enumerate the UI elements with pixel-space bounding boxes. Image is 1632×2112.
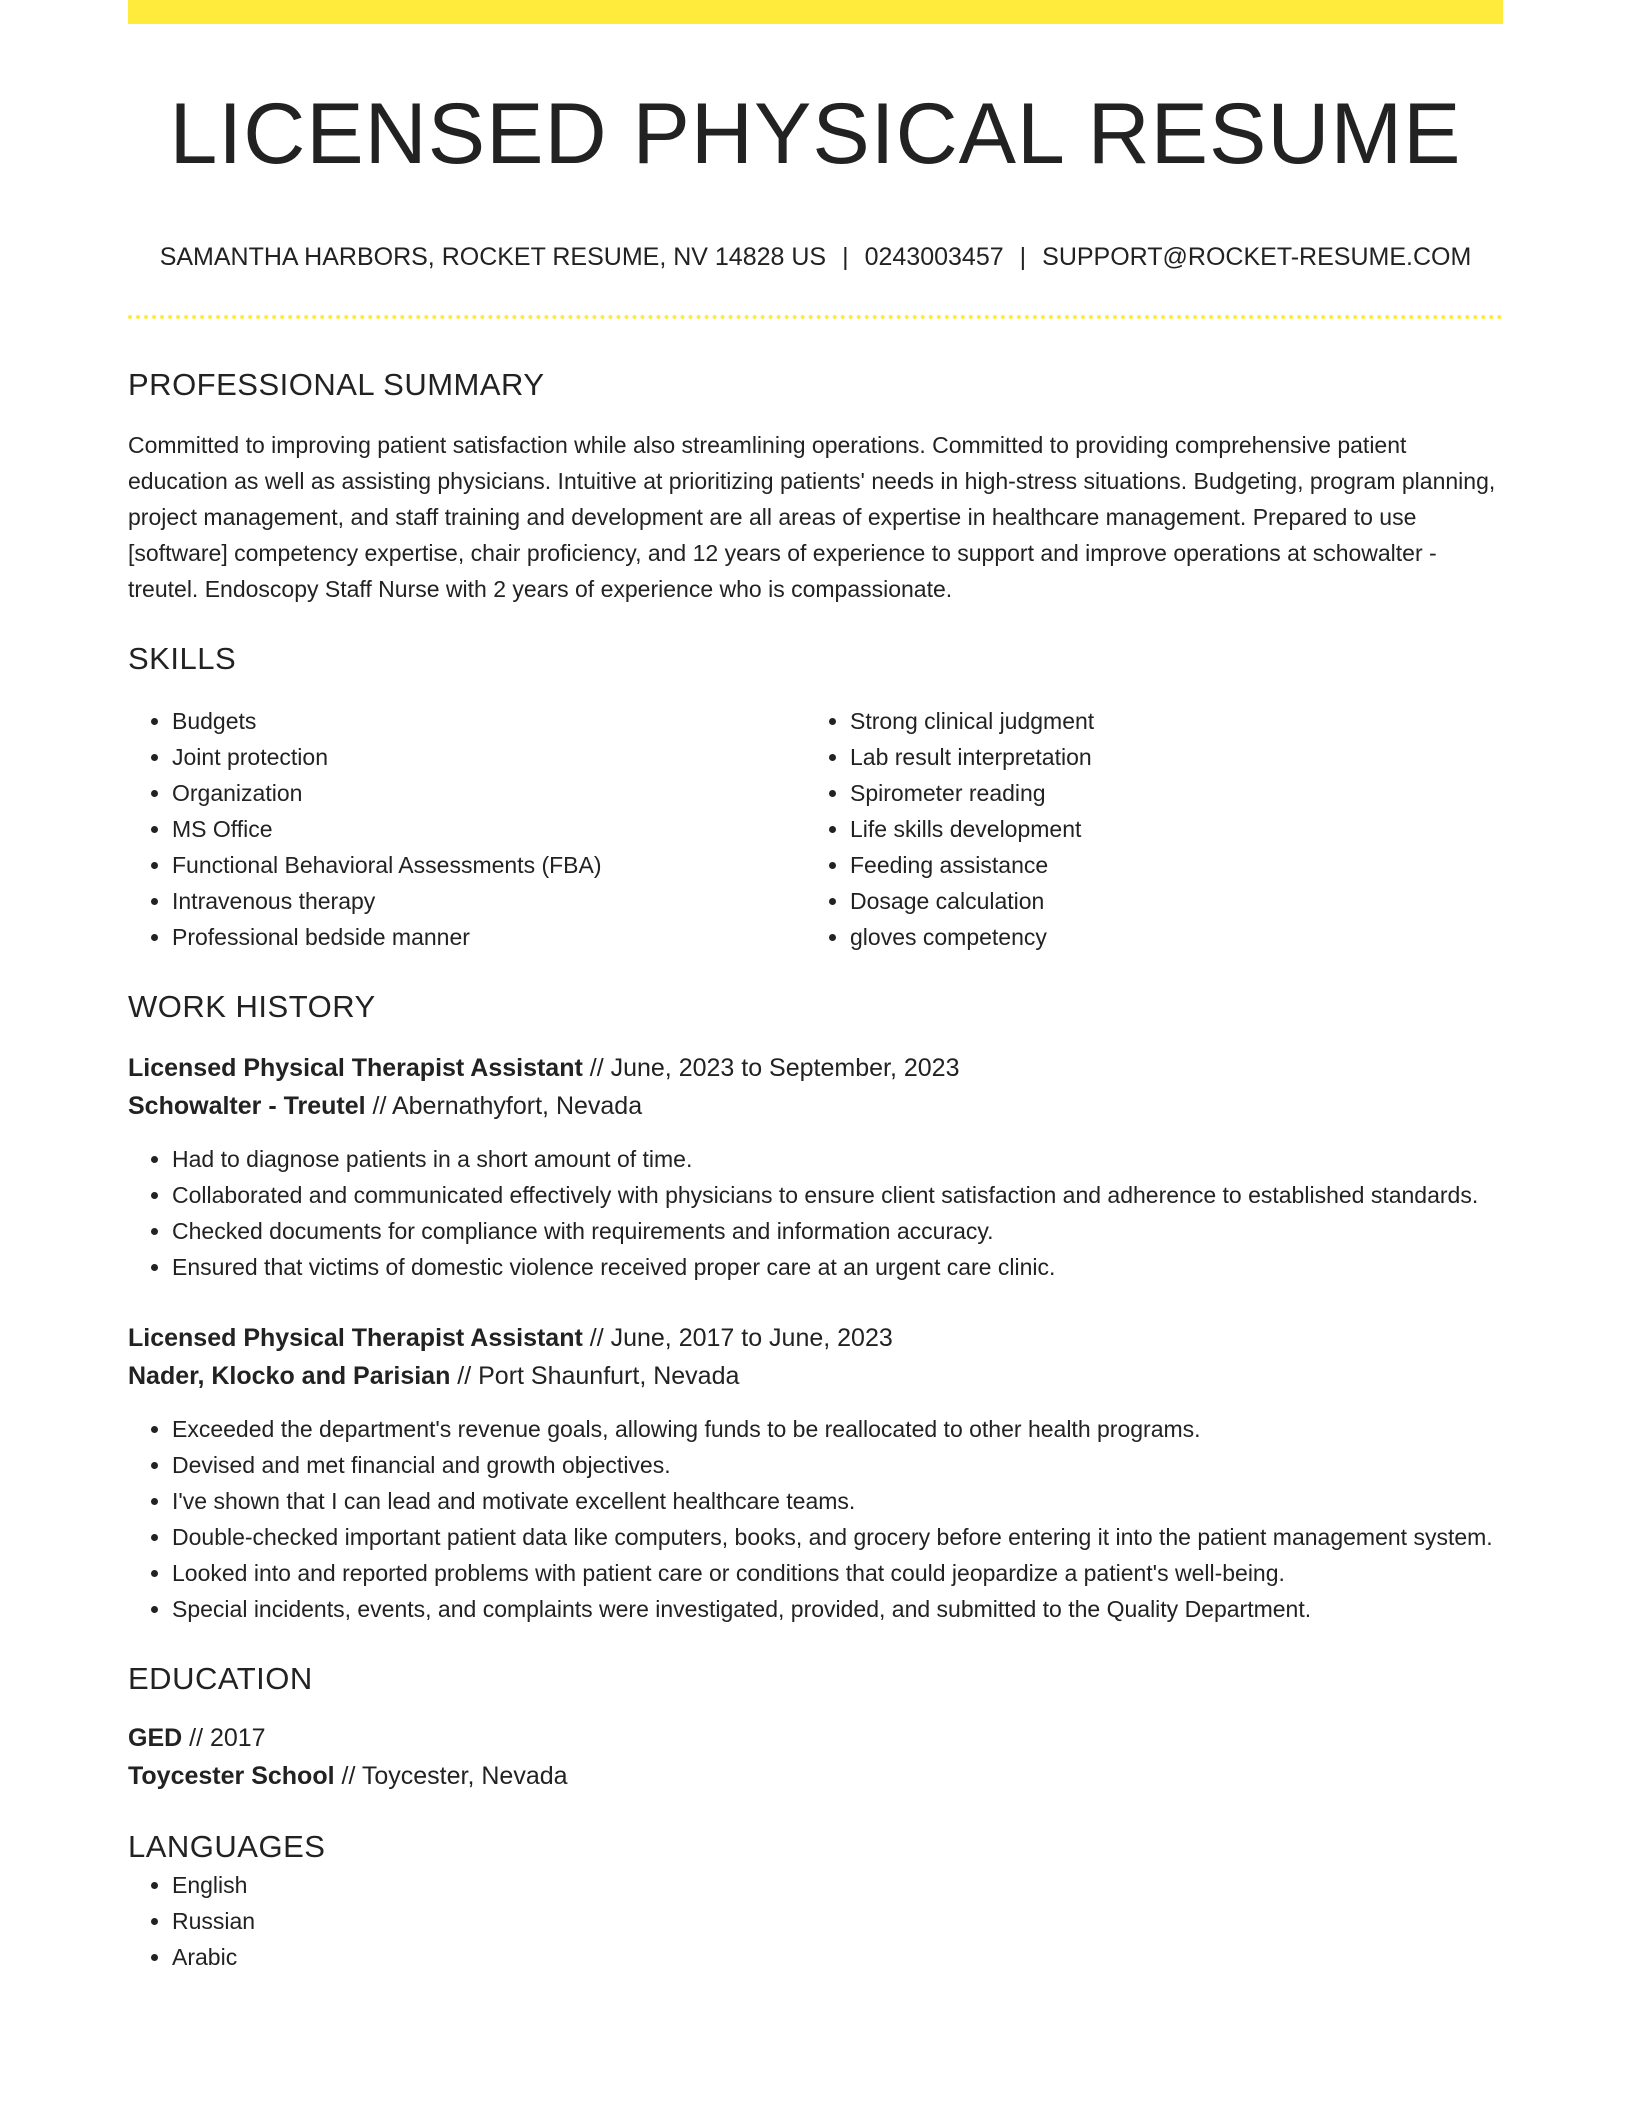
top-accent-bar [128, 0, 1503, 24]
contact-line [128, 239, 1503, 275]
work-history-heading: WORK HISTORY [128, 989, 376, 1024]
job-bullet: • I've shown that I can lead and motivate excellent healthcare teams. [172, 1483, 1503, 1519]
contact-address: SAMANTHA HARBORS, ROCKET RESUME, NV 14828 US [159, 243, 827, 271]
skill-item: • Feeding assistance [850, 847, 1484, 883]
skill-item: • Joint protection [172, 739, 806, 775]
job-bullet: • Had to diagnose patients in a short amount of time. [172, 1141, 1503, 1177]
skill-item: • Intravenous therapy [172, 883, 806, 919]
language-item: • Arabic [172, 1939, 1503, 1975]
contact-separator: | [842, 243, 849, 271]
job-bullet: • Collaborated and communicated effectively with physicians to ensure client satisfaction and adherence to established standards. [172, 1177, 1503, 1213]
skills-heading: SKILLS [128, 641, 237, 676]
language-item: • Russian [172, 1903, 1503, 1939]
skill-item: • MS Office [172, 811, 806, 847]
language-item: • English [172, 1867, 1503, 1903]
job-company: Schowalter - Treutel [128, 1092, 366, 1120]
job-bullet: • Checked documents for compliance with requirements and information accuracy. [172, 1213, 1503, 1249]
job-entry [128, 1049, 1503, 1285]
education-degree: GED [128, 1724, 183, 1752]
education-location: // Toycester, Nevada [334, 1762, 568, 1790]
resume-page [128, 0, 1503, 1975]
skill-item: • Functional Behavioral Assessments (FBA) [172, 847, 806, 883]
skill-item: • Professional bedside manner [172, 919, 806, 955]
education-year: // 2017 [182, 1724, 266, 1752]
job-title-line [128, 1319, 1503, 1357]
skill-item: • Budgets [172, 703, 806, 739]
summary-heading: PROFESSIONAL SUMMARY [128, 367, 545, 402]
languages-list [128, 1867, 1503, 1975]
skill-item: • gloves competency [850, 919, 1484, 955]
job-dates: // June, 2023 to September, 2023 [582, 1054, 960, 1082]
contact-phone: 0243003457 [864, 243, 1004, 271]
job-dates: // June, 2017 to June, 2023 [582, 1324, 893, 1352]
skill-item: • Life skills development [850, 811, 1484, 847]
job-bullet: • Ensured that victims of domestic violence received proper care at an urgent care clinic. [172, 1249, 1503, 1285]
job-title: Licensed Physical Therapist Assistant [128, 1054, 583, 1082]
job-bullet: • Exceeded the department's revenue goals, allowing funds to be reallocated to other health programs. [172, 1411, 1503, 1447]
dotted-divider [128, 315, 1503, 319]
skills-list-left [128, 703, 806, 955]
education-entry [128, 1719, 1503, 1795]
job-location: // Abernathyfort, Nevada [365, 1092, 643, 1120]
job-company: Nader, Klocko and Parisian [128, 1362, 451, 1390]
education-degree-line [128, 1719, 1503, 1757]
job-company-line [128, 1357, 1503, 1395]
job-bullets [128, 1411, 1503, 1627]
job-title: Licensed Physical Therapist Assistant [128, 1324, 583, 1352]
job-bullet: • Looked into and reported problems with patient care or conditions that could jeopardize a patient's well-being. [172, 1555, 1503, 1591]
job-company-line [128, 1087, 1503, 1125]
languages-heading: LANGUAGES [128, 1829, 326, 1864]
skill-item: • Dosage calculation [850, 883, 1484, 919]
skill-item: • Spirometer reading [850, 775, 1484, 811]
contact-separator: | [1019, 243, 1027, 271]
skills-list-right [806, 703, 1484, 955]
skills-grid [128, 703, 1503, 955]
job-location: // Port Shaunfurt, Nevada [450, 1362, 740, 1390]
education-heading: EDUCATION [128, 1661, 313, 1696]
summary-text: Committed to improving patient satisfaction while also streamlining operations. Committed to providing comprehensive patient education as well as assisting physicians. Intuitive at prioritizing patients' needs in high-stress situations. Budgeting, program planning, project management, and staff training and development are all areas of expertise in healthcare management. Prepared to use [software] competency expertise, chair proficiency, and 12 years of experience to support and improve operations at schowalter - treutel. Endoscopy Staff Nurse with 2 years of experience who is compassionate. [128, 432, 1496, 602]
skill-item: • Lab result interpretation [850, 739, 1484, 775]
job-bullets [128, 1141, 1503, 1285]
skill-item: • Strong clinical judgment [850, 703, 1484, 739]
job-bullet: • Special incidents, events, and complaints were investigated, provided, and submitted to the Quality Department. [172, 1591, 1503, 1627]
job-title-line [128, 1049, 1503, 1087]
contact-email: SUPPORT@ROCKET-RESUME.COM [1042, 243, 1472, 271]
job-bullet: • Devised and met financial and growth objectives. [172, 1447, 1503, 1483]
job-entry [128, 1319, 1503, 1627]
resume-title: LICENSED PHYSICAL RESUME [169, 86, 1462, 182]
skill-item: • Organization [172, 775, 806, 811]
education-school: Toycester School [128, 1762, 335, 1790]
job-bullet: • Double-checked important patient data like computers, books, and grocery before entering it into the patient management system. [172, 1519, 1503, 1555]
education-school-line [128, 1757, 1503, 1795]
